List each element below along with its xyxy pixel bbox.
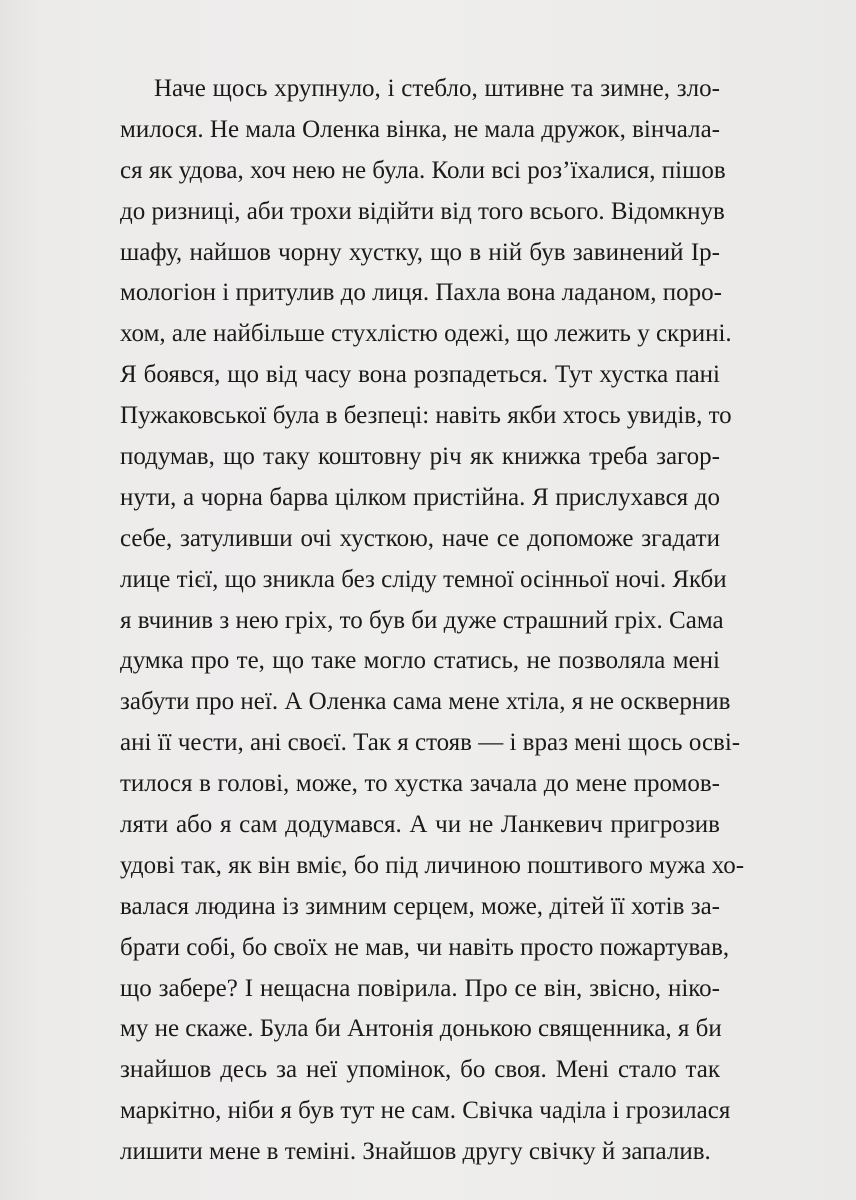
text-line: я вчинив з нею гріх, то був би дуже страшний гріх. Сама — [120, 606, 724, 634]
text-line: лишити мене в теміні. Знайшов другу свічку й запалив. — [120, 1138, 711, 1166]
text-line: до ризниці, аби трохи відійти від того всього. Відомкнув — [120, 197, 725, 225]
text-line: знайшов десь за неї упомінок, бо своя. Мені стало так — [120, 1056, 720, 1084]
text-line: удові так, як він вміє, бо під личиною поштивого мужа хо- — [120, 851, 745, 879]
text-line: хом, але найбільше стухлістю одежі, що лежить у скрині. — [120, 320, 732, 348]
text-line: Я боявся, що від часу вона розпадеться. Тут хустка пані — [120, 361, 720, 389]
page-text — [120, 69, 745, 1173]
text-line: ані її чести, ані своєї. Так я стояв — і враз мені щось осві- — [120, 729, 741, 757]
text-line: що забере? І нещасна повірила. Про се він, звісно, ніко- — [120, 974, 720, 1002]
text-line: шафу, найшов чорну хустку, що в ній був завинений Ір- — [120, 238, 720, 266]
text-line: Наче щось хрупнуло, і стебло, штивне та зимне, зло- — [154, 75, 720, 102]
text-line: ляти або я сам додумався. А чи не Ланкевич пригрозив — [120, 811, 720, 839]
text-line: милося. Не мала Оленка вінка, не мала дружок, вінчала- — [120, 115, 720, 143]
text-line: тилося в голові, може, то хустка зачала до мене промов- — [120, 770, 720, 798]
text-line: маркітно, ніби я був тут не сам. Свічка чаділа і грозилася — [120, 1097, 731, 1125]
text-line: подумав, що таку коштовну річ як книжка треба загор- — [120, 443, 720, 471]
text-line: мологіон і притулив до лиця. Пахла вона ладаном, поро- — [120, 279, 723, 307]
text-line: себе, затуливши очі хусткою, наче се допоможе згадати — [120, 524, 720, 552]
text-line: му не скаже. Була би Антонія донькою священника, я би — [120, 1015, 722, 1043]
text-line: думка про те, що таке могло статись, не позволяла мені — [120, 647, 720, 675]
text-line: валася людина із зимним серцем, може, дітей її хотів за- — [120, 892, 720, 920]
text-line: брати собі, бо своїх не мав, чи навіть просто пожартував, — [120, 933, 730, 961]
text-line: лице тієї, що зникла без сліду темної осінньої ночі. Якби — [120, 565, 727, 593]
text-line: забути про неї. А Оленка сама мене хтіла, я не осквернив — [120, 688, 731, 716]
text-line: нути, а чорна барва цілком пристійна. Я прислухався до — [120, 483, 720, 511]
text-line: Пужаковської була в безпеці: навіть якби хтось увидів, то — [120, 402, 732, 430]
text-line: ся як удова, хоч нею не була. Коли всі роз’їхалися, пішов — [120, 156, 726, 184]
